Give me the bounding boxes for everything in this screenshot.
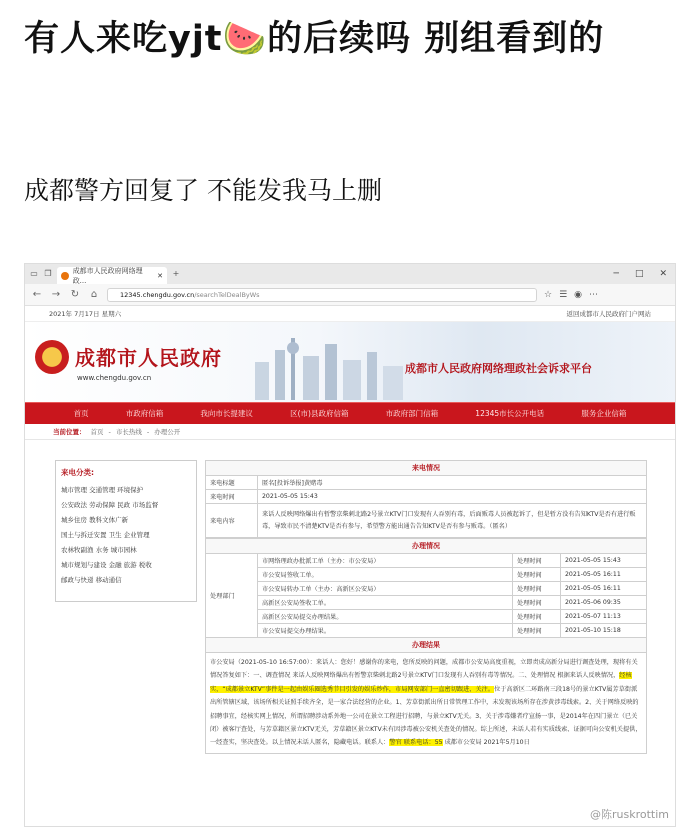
favorite-star-icon[interactable]: ☆ (544, 289, 553, 300)
nav-item-enterprise-mailbox[interactable]: 服务企业信箱 (581, 409, 627, 418)
category-sidebar (55, 460, 197, 602)
window-menu-icon[interactable]: ▭ (30, 269, 38, 278)
post-title: 有人来吃yjt🍉的后续吗 别组看到的 (24, 19, 605, 59)
breadcrumb-hotline[interactable]: 市长热线 (115, 428, 142, 436)
table-row (206, 596, 647, 610)
result-highlight: 经核实，“成都景立KTV”事件是一起由娱乐圈选秀节目引发的娱乐炒作，市局网安部门一直密切跟进、关注。 (210, 672, 632, 693)
date-strip (25, 306, 675, 322)
breadcrumb-home[interactable]: 首页 (90, 428, 104, 436)
sidebar-category-row[interactable]: 城市规划与建设 金融 旅游 税收 (61, 561, 152, 569)
nav-item-12345-hotline[interactable]: 12345市长公开电话 (475, 409, 545, 418)
redacted-contact: 警官 联系电话：55 (389, 739, 443, 747)
nav-item-home[interactable]: 首页 (73, 409, 89, 418)
step-dept: 高新区公安局签收工单。 (258, 596, 513, 610)
result-text-after: 位于高新区二环路南三段18号的景立KTV属芳草街派出所管辖区域，该场所相关证照手续齐全，是一家合法经营的企业。1、芳草街派出所日常管理工作中，未发现该场所存在涉黄涉毒线索。2、关于网络反映的招聘事宜，经核实网上情况，所谓招聘涉动系外地一公司在景立工程进行招聘，与景立KTV无关。3、关于涉毒嫌者疗宣扬一事，是2014年在四门景立（已关闭）被客厅查处，与芳草籍区景立KTV无关，芳草籍区景立KTV未有因涉毒被公安机关查处的情况。综上所述，未话人若有实质线索、证据可向公安机关提供，一经查实，坚决查处。以上情况未话人匿名，隐藏电话。联系人： (210, 685, 642, 747)
nav-item-mayor-suggestion[interactable]: 我向市长提建议 (200, 409, 253, 418)
content-label: 来电内容 (206, 504, 258, 538)
nav-item-district-mailbox[interactable]: 区(市)县政府信箱 (290, 409, 349, 418)
profile-icon[interactable]: ◉ (574, 289, 583, 300)
content-value: 来话人反映网络爆出有暂警京柴刺北路2号景立KTV门口发现有人吞别有毒，后面贩毒人员被起诉了，但是暂方没有告知KTV是否有进行贩毒，导致市民不清楚KTV是否有参与，希望警方能出通告告知KTV是否有参与贩毒。（匿名） (258, 504, 647, 538)
table-row (206, 624, 647, 638)
step-time-label: 处理时间 (513, 610, 561, 624)
dept-label: 处理部门 (206, 554, 258, 638)
sidebar-category-row[interactable]: 城乡住房 教科文体广新 (61, 516, 129, 524)
sidebar-category-row[interactable]: 城市管理 交通管理 环境保护 (61, 486, 144, 494)
collections-icon[interactable]: ☰ (559, 289, 568, 300)
screenshot-image (24, 263, 676, 827)
refresh-icon[interactable]: ↻ (70, 289, 80, 300)
nav-item-city-mailbox[interactable]: 市政府信箱 (125, 409, 164, 418)
sidebar-category-row[interactable]: 公安政法 劳动保障 民政 市场监督 (61, 501, 159, 509)
record-panel (205, 460, 647, 754)
subject-value: 匿名[投诉举报]黄赌毒 (258, 476, 647, 490)
browser-tab[interactable] (57, 267, 167, 284)
step-time-label: 处理时间 (513, 554, 561, 568)
tab-actions-icon[interactable]: ❐ (44, 269, 52, 278)
step-dept: 市公安局提交办理结果。 (258, 624, 513, 638)
close-icon[interactable]: ✕ (659, 269, 667, 279)
new-tab-icon[interactable]: + (172, 269, 180, 278)
sidebar-category-row[interactable]: 农林牧副渔 水务 城市园林 (61, 546, 137, 554)
nav-item-department-mailbox[interactable]: 市政府部门信箱 (385, 409, 439, 418)
tab-title: 成都市人民政府网络理政... (72, 266, 143, 285)
step-time: 2021-05-06 09:35 (561, 596, 647, 610)
result-section-header: 办理结果 (206, 638, 647, 653)
result-text-before: 市公安局（2021-05-10 16:57:00）：来话人：您好！感谢你的来电，您所反映的问题，成都市公安局高度重视，立即责成高新分局进行调查处理，现将有关情况答复如下：一、调查情况 来话人反映网络爆出有暂警京柴刺北路2号景立KTV门口发现有人吞别有毒等情况。二、处理情况 根据来话人反映情况， (210, 659, 638, 680)
post-subtitle: 成都警方回复了 不能发我马上删 (24, 176, 382, 205)
url-path: /searchTelDealByWs (194, 290, 260, 299)
maximize-icon[interactable]: □ (634, 269, 644, 279)
subject-label: 来电标题 (206, 476, 258, 490)
result-signature: 成都市公安局 2021年5月10日 (444, 739, 530, 747)
url-host: 12345.chengdu.gov.cn (120, 290, 195, 299)
minimize-icon[interactable]: ─ (613, 269, 619, 279)
table-row (206, 554, 647, 568)
step-time-label: 处理时间 (513, 596, 561, 610)
browser-tab-bar (25, 264, 675, 284)
site-url: www.chengdu.gov.cn (77, 374, 152, 382)
sidebar-category-row[interactable]: 国土与拆迁安置 卫生 企业管理 (61, 531, 150, 539)
breadcrumb-label: 当前位置： (53, 428, 86, 436)
step-time: 2021-05-10 15:18 (561, 624, 647, 638)
step-time: 2021-05-07 11:13 (561, 610, 647, 624)
watermark: @陈ruskrottim (589, 808, 669, 821)
more-icon[interactable]: ⋯ (589, 289, 599, 300)
step-time-label: 处理时间 (513, 582, 561, 596)
call-table (205, 460, 647, 538)
time-value: 2021-05-05 15:43 (258, 490, 647, 504)
sidebar-category-row[interactable]: 邮政与快递 移动通信 (61, 576, 122, 584)
main-nav (25, 402, 675, 424)
portal-link[interactable]: 返回成都市人民政府门户网站 (566, 310, 651, 318)
call-section-header: 来电情况 (206, 461, 647, 476)
forward-icon[interactable]: → (51, 289, 61, 300)
step-dept: 高新区公安局提交办理结果。 (258, 610, 513, 624)
time-label: 来电时间 (206, 490, 258, 504)
favicon-icon (61, 272, 69, 280)
table-row (206, 582, 647, 596)
tab-close-icon[interactable]: ✕ (157, 271, 163, 280)
site-name: 成都市人民政府 (75, 346, 222, 370)
process-section-header: 办理情况 (206, 539, 647, 554)
skyline-graphic (245, 332, 415, 400)
sidebar-heading: 来电分类: (61, 468, 94, 477)
process-table (205, 538, 647, 653)
breadcrumb-separator: - (146, 427, 150, 436)
national-emblem-icon (35, 340, 69, 374)
step-time-label: 处理时间 (513, 624, 561, 638)
result-text (205, 653, 647, 754)
breadcrumb-public[interactable]: 办理公开 (154, 428, 181, 436)
step-time: 2021-05-05 16:11 (561, 582, 647, 596)
step-dept: 市网络理政办批派工单（主办：市公安局） (258, 554, 513, 568)
table-row (206, 610, 647, 624)
step-time: 2021-05-05 15:43 (561, 554, 647, 568)
table-row (206, 568, 647, 582)
home-icon[interactable]: ⌂ (90, 289, 98, 300)
breadcrumb (25, 424, 675, 440)
page-content (55, 460, 647, 827)
platform-title: 成都市人民政府网络理政社会诉求平台 (405, 362, 592, 375)
date-text: 2021年 7月17日 星期六 (49, 310, 122, 318)
step-dept: 市公安局转办工单（主办：高新区公安局） (258, 582, 513, 596)
address-bar (25, 284, 675, 306)
step-dept: 市公安局签收工单。 (258, 568, 513, 582)
step-time: 2021-05-05 16:11 (561, 568, 647, 582)
back-icon[interactable]: ← (32, 289, 42, 300)
url-input[interactable] (107, 288, 537, 302)
breadcrumb-separator: - (108, 427, 111, 436)
site-banner (25, 322, 675, 402)
step-time-label: 处理时间 (513, 568, 561, 582)
